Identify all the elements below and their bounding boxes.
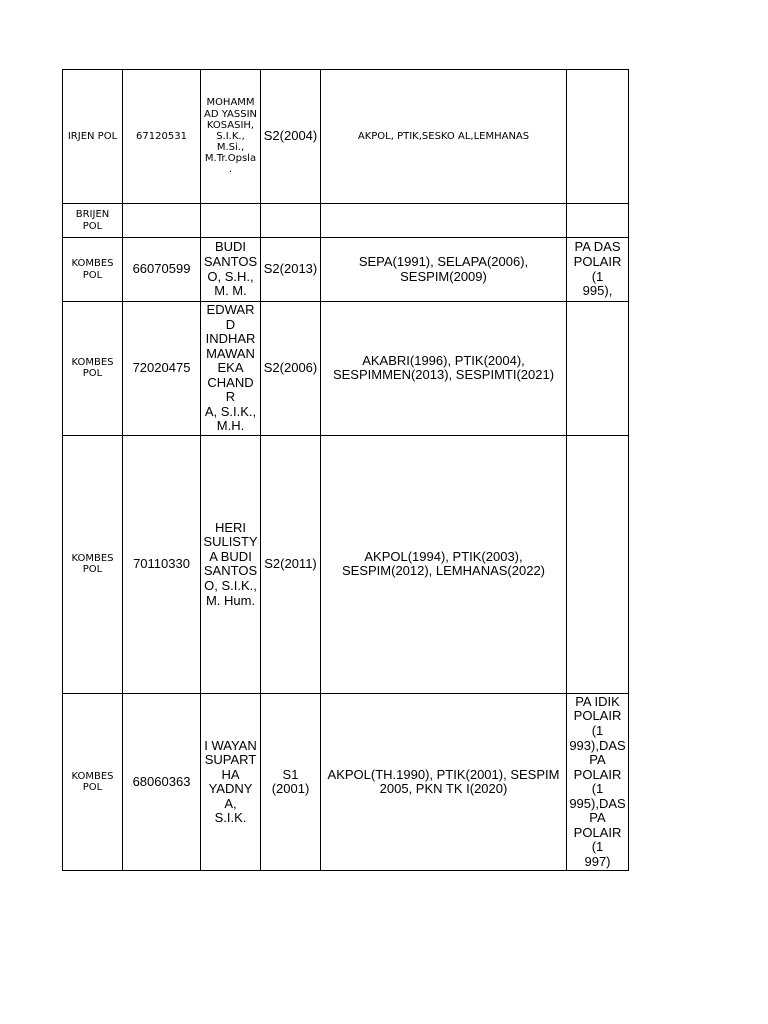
extra-cell [567,435,629,693]
rank-cell: KOMBES POL [63,693,123,871]
rank-cell: BRIJEN POL [63,204,123,238]
education-cell: AKPOL(1994), PTIK(2003), SESPIM(2012), LEMHANAS(2022) [321,435,567,693]
degree-cell: S2(2013) [261,238,321,302]
education-cell: AKPOL(TH.1990), PTIK(2001), SESPIM 2005, PKN TK I(2020) [321,693,567,871]
degree-cell: S2(2004) [261,70,321,204]
name-cell: MOHAMM AD YASSIN KOSASIH, S.I.K., M.Si., M.Tr.Opsla . [201,70,261,204]
extra-cell [567,204,629,238]
extra-cell [567,70,629,204]
nrp-cell: 67120531 [123,70,201,204]
education-cell: SEPA(1991), SELAPA(2006), SESPIM(2009) [321,238,567,302]
education-cell: AKPOL, PTIK,SESKO AL,LEMHANAS [321,70,567,204]
rank-cell: KOMBES POL [63,238,123,302]
table-row [63,238,629,302]
nrp-cell: 68060363 [123,693,201,871]
name-cell: HERI SULISTY A BUDI SANTOS O, S.I.K., M. Hum. [201,435,261,693]
name-cell: EDWARD INDHAR MAWAN EKA CHANDR A, S.I.K., M.H. [201,302,261,436]
name-cell [201,204,261,238]
extra-cell: PA DAS POLAIR(1 995), [567,238,629,302]
name-cell: I WAYAN SUPART HA YADNYA, S.I.K. [201,693,261,871]
personnel-table [62,69,629,871]
extra-cell: PA IDIK POLAIR(1 993),DAS PA POLAIR(1 995),DAS PA POLAIR(1 997) [567,693,629,871]
degree-cell: S2(2006) [261,302,321,436]
extra-cell [567,302,629,436]
rank-cell: IRJEN POL [63,70,123,204]
nrp-cell: 72020475 [123,302,201,436]
table-row [63,70,629,204]
education-cell: AKABRI(1996), PTIK(2004), SESPIMMEN(2013), SESPIMTI(2021) [321,302,567,436]
education-cell [321,204,567,238]
nrp-cell [123,204,201,238]
rank-cell: KOMBES POL [63,302,123,436]
nrp-cell: 70110330 [123,435,201,693]
table-row [63,693,629,871]
degree-cell [261,204,321,238]
name-cell: BUDI SANTOS O, S.H., M. M. [201,238,261,302]
degree-cell: S1 (2001) [261,693,321,871]
table-row [63,435,629,693]
rank-cell: KOMBES POL [63,435,123,693]
table-row [63,302,629,436]
degree-cell: S2(2011) [261,435,321,693]
nrp-cell: 66070599 [123,238,201,302]
table-row [63,204,629,238]
